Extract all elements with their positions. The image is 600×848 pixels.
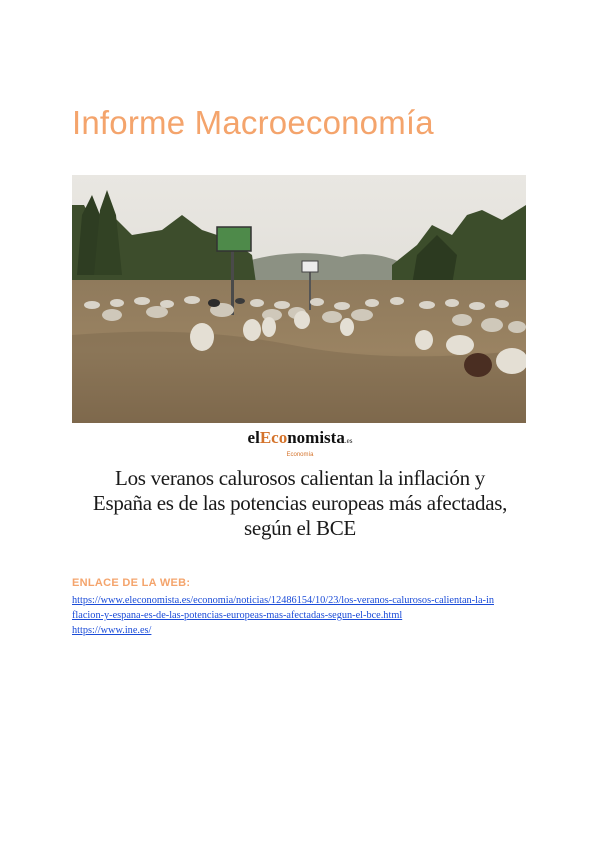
- section-label: Economía: [286, 452, 314, 458]
- links-label: ENLACE DE LA WEB:: [72, 577, 191, 589]
- article-headline: [60, 466, 540, 541]
- logo-suffix: nomista: [287, 428, 345, 447]
- logo-accent: Eco: [259, 428, 288, 447]
- article-link-part-1[interactable]: https://www.eleconomista.es/economia/noticias/12486154/10/23/los-veranos-calurosos-calientan-la-in: [72, 595, 494, 606]
- ine-link[interactable]: https://www.ine.es/: [72, 625, 152, 636]
- links-list: [72, 593, 532, 638]
- article-photo: [72, 175, 526, 423]
- page-title: Informe Macroeconomía: [72, 104, 434, 141]
- headline-line-1: Los veranos calurosos calientan la inflación y: [115, 466, 485, 490]
- headline-line-2: España es de las potencias europeas más afectadas,: [92, 491, 508, 515]
- sheep-field-image: [72, 175, 526, 423]
- logo-prefix: el: [247, 428, 260, 447]
- headline-line-3: según el BCE: [244, 516, 356, 540]
- logo-tld: .es: [344, 437, 353, 445]
- source-logo: [0, 428, 600, 448]
- article-link-part-2[interactable]: flacion-y-espana-es-de-las-potencias-europeas-mas-afectadas-segun-el-bce.html: [72, 610, 403, 621]
